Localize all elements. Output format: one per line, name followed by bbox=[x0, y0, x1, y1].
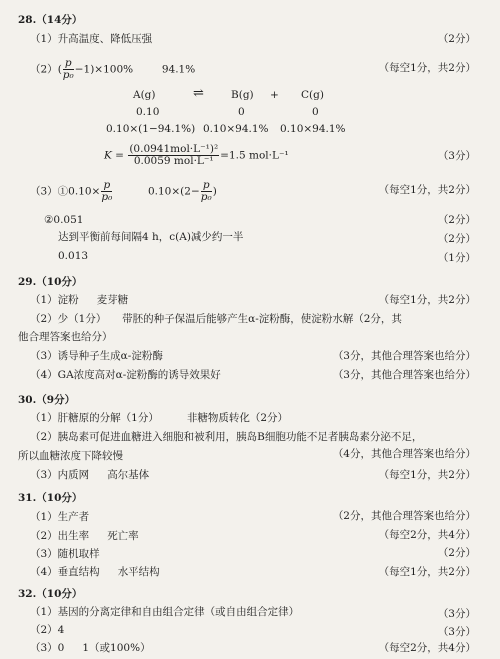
q28-part2-fraction: $\frac{p}{\text{p₀}}$ bbox=[62, 57, 74, 81]
q32-part2: （2）4 bbox=[30, 624, 65, 636]
q31-part2: （2）出生率 死亡率 bbox=[30, 530, 139, 542]
q28-part2-score: （每空1分，共2分） bbox=[378, 62, 476, 74]
q28-part2-value: 94.1% bbox=[161, 63, 196, 76]
q30-part2-cont: 所以血糖浓度下降较慢 bbox=[18, 450, 123, 462]
q30-part3: （3）内质网 高尔基体 bbox=[30, 469, 150, 481]
q31-part2-score: （每空2分，共4分） bbox=[378, 529, 476, 541]
q32-part1: （1）基因的分离定律和自由组合定律（或自由组合定律） bbox=[30, 606, 300, 618]
eq-final-c: 0.10×94.1% bbox=[280, 123, 346, 135]
q28-part2-label: （2） bbox=[30, 63, 58, 76]
eq-initial-b: 0 bbox=[238, 106, 245, 118]
q29-part1-score: （每空1分，共2分） bbox=[378, 294, 476, 306]
eq-final-a: 0.10×(1−94.1%) bbox=[106, 123, 196, 135]
q29-part4-score: （3分，其他合理答案也给分） bbox=[332, 369, 476, 381]
q29-part3-score: （3分，其他合理答案也给分） bbox=[332, 350, 476, 362]
q31-part4: （4）垂直结构 水平结构 bbox=[30, 566, 160, 578]
k-score: （3分） bbox=[437, 150, 476, 162]
q28-part3-score: （每空1分，共2分） bbox=[378, 184, 476, 196]
eq-species-c: C(g) bbox=[301, 89, 324, 101]
q31-part1: （1）生产者 bbox=[30, 511, 90, 523]
q29-heading: 29.（10分） bbox=[18, 276, 83, 288]
q32-part3: （3）0 1（或100%） bbox=[30, 642, 151, 654]
k-expression: K = $\frac{\text{(0.0941mol·L⁻¹)²}}{\text{0.0059 mol·L⁻¹}}$ =1.5 mol·L⁻¹ bbox=[104, 143, 289, 167]
q28-part3b: ②0.051 bbox=[44, 214, 84, 226]
q29-part4: （4）GA浓度高对α-淀粉酶的诱导效果好 bbox=[30, 369, 221, 381]
q29-part2-cont: 他合理答案也给分） bbox=[18, 331, 113, 343]
q28-part3c: 达到平衡前每间隔4 h，c(A)减少约一半 bbox=[58, 231, 244, 243]
eq-species-b: B(g) bbox=[231, 89, 254, 101]
q28-heading: 28.（14分） bbox=[18, 14, 83, 26]
equilibrium-arrow: ⇌ bbox=[193, 86, 204, 101]
q30-part2: （2）胰岛素可促进血糖进入细胞和被利用，胰岛B细胞功能不足者胰岛素分泌不足， bbox=[30, 431, 423, 443]
q32-heading: 32.（10分） bbox=[18, 588, 83, 600]
q29-part1: （1）淀粉 麦芽糖 bbox=[30, 294, 129, 306]
q28-part3: （3）①0.10× $\frac{p}{\text{p₀}}$ 0.10×(2− $\frac{p}{\text{p₀}}$ ) bbox=[30, 179, 217, 203]
eq-initial-a: 0.10 bbox=[136, 106, 160, 118]
q28-part1-score: （2分） bbox=[437, 33, 476, 45]
eq-final-b: 0.10×94.1% bbox=[203, 123, 269, 135]
q30-part1: （1）肝糖原的分解（1分） 非糖物质转化（2分） bbox=[30, 412, 289, 424]
q28-part3c-score: （2分） bbox=[437, 233, 476, 245]
q32-part3-score: （每空2分，共4分） bbox=[378, 642, 476, 654]
q31-part1-score: （2分，其他合理答案也给分） bbox=[332, 510, 476, 522]
eq-plus: + bbox=[270, 89, 279, 101]
q30-heading: 30.（9分） bbox=[18, 394, 76, 406]
q29-part3: （3）诱导种子生成α-淀粉酶 bbox=[30, 350, 163, 362]
q32-part1-score: （3分） bbox=[437, 608, 476, 620]
q30-part2-score: （4分，其他合理答案也给分） bbox=[332, 448, 476, 460]
k-fraction: $\frac{\text{(0.0941mol·L⁻¹)²}}{\text{0.0059 mol·L⁻¹}}$ bbox=[129, 143, 219, 167]
q28-part3b-score: （2分） bbox=[437, 214, 476, 226]
q32-part2-score: （3分） bbox=[437, 626, 476, 638]
q28-part2: （2）( $\frac{p}{\text{p₀}}$ −1)×100% 94.1% bbox=[30, 57, 196, 81]
q28-part3d-score: （1分） bbox=[437, 252, 476, 264]
q29-part2: （2）少（1分） 带胚的种子保温后能够产生α-淀粉酶，使淀粉水解（2分，其 bbox=[30, 313, 402, 325]
q28-part3d: 0.013 bbox=[58, 250, 89, 262]
eq-species-a: A(g) bbox=[133, 89, 156, 101]
q31-part4-score: （每空1分，共2分） bbox=[378, 566, 476, 578]
q31-part3-score: （2分） bbox=[437, 547, 476, 559]
q31-part3: （3）随机取样 bbox=[30, 548, 100, 560]
eq-initial-c: 0 bbox=[312, 106, 319, 118]
q28-part1: （1）升高温度、降低压强 bbox=[30, 33, 153, 45]
q30-part3-score: （每空1分，共2分） bbox=[378, 469, 476, 481]
q31-heading: 31.（10分） bbox=[18, 492, 83, 504]
